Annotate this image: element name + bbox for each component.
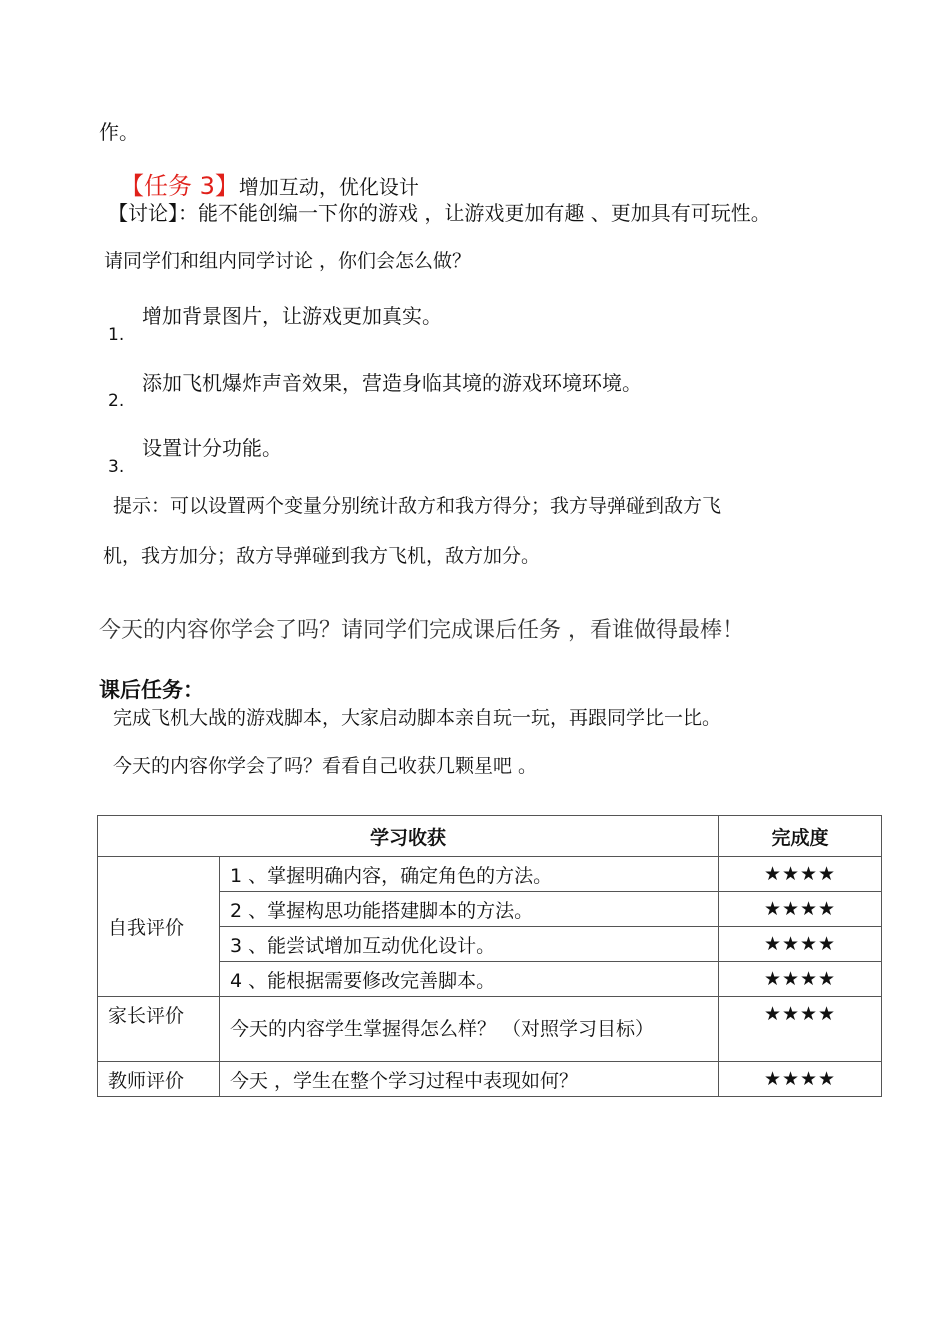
parent-eval-stars: ★★★★ [719, 997, 882, 1062]
parent-eval-label: 家长评价 [98, 997, 220, 1062]
idea-3-text: 设置计分功能。 [142, 436, 282, 460]
discussion-line-2: 请同学们和组内同学讨论 ，你们会怎么做？ [104, 250, 472, 272]
hint-line-1: 提示：可以设置两个变量分别统计敌方和我方得分；我方导弹碰到敌方飞 [113, 495, 722, 517]
idea-2-text: 添加飞机爆炸声音效果，营造身临其境的游戏环境环境。 [142, 371, 642, 395]
table-row [98, 1062, 882, 1097]
self-item-2: 2 、掌握构思功能搭建脚本的方法。 [220, 892, 719, 927]
table-header-row [98, 816, 882, 857]
self-item-1: 1 、掌握明确内容，确定角色的方法。 [220, 857, 719, 892]
idea-1-text: 增加背景图片，让游戏更加真实。 [142, 304, 442, 328]
self-eval-label: 自我评价 [98, 857, 220, 997]
homework-line-1: 完成飞机大战的游戏脚本，大家启动脚本亲自玩一玩，再跟同学比一比。 [113, 707, 722, 729]
hint-line-2: 机，我方加分；敌方导弹碰到我方飞机，敌方加分。 [103, 545, 541, 567]
homework-line-2: 今天的内容你学会了吗？看看自己收获几颗星吧 。 [113, 755, 538, 777]
idea-1-number: 1. [108, 325, 125, 345]
teacher-eval-question: 今天 ，学生在整个学习过程中表现如何？ [220, 1062, 719, 1097]
discussion-line-1: 【讨论】：能不能创编一下你的游戏 ，让游戏更加有趣 、更加具有可玩性。 [108, 201, 771, 225]
self-item-1-stars: ★★★★ [719, 857, 882, 892]
table-row [98, 997, 882, 1062]
self-item-3: 3 、能尝试增加互动优化设计。 [220, 927, 719, 962]
summary-question: 今天的内容你学会了吗？请同学们完成课后任务 ，看谁做得最棒！ [99, 618, 744, 643]
teacher-eval-stars: ★★★★ [719, 1062, 882, 1097]
task3-label: 【任务 3】 [120, 172, 239, 200]
teacher-eval-label: 教师评价 [98, 1062, 220, 1097]
idea-3-number: 3. [108, 457, 125, 477]
self-item-4-stars: ★★★★ [719, 962, 882, 997]
task3-title: 增加互动，优化设计 [238, 175, 419, 199]
self-item-2-stars: ★★★★ [719, 892, 882, 927]
parent-eval-question: 今天的内容学生掌握得怎么样？ （对照学习目标） [220, 997, 719, 1062]
self-item-3-stars: ★★★★ [719, 927, 882, 962]
evaluation-table [97, 815, 882, 1097]
self-item-4: 4 、能根据需要修改完善脚本。 [220, 962, 719, 997]
continuation-text: 作。 [99, 120, 139, 144]
idea-2-number: 2. [108, 391, 125, 411]
homework-heading: 课后任务： [99, 678, 204, 702]
task3-heading [120, 166, 419, 201]
header-completion: 完成度 [719, 816, 882, 857]
table-row [98, 857, 882, 892]
header-learning-gain: 学习收获 [98, 816, 719, 857]
